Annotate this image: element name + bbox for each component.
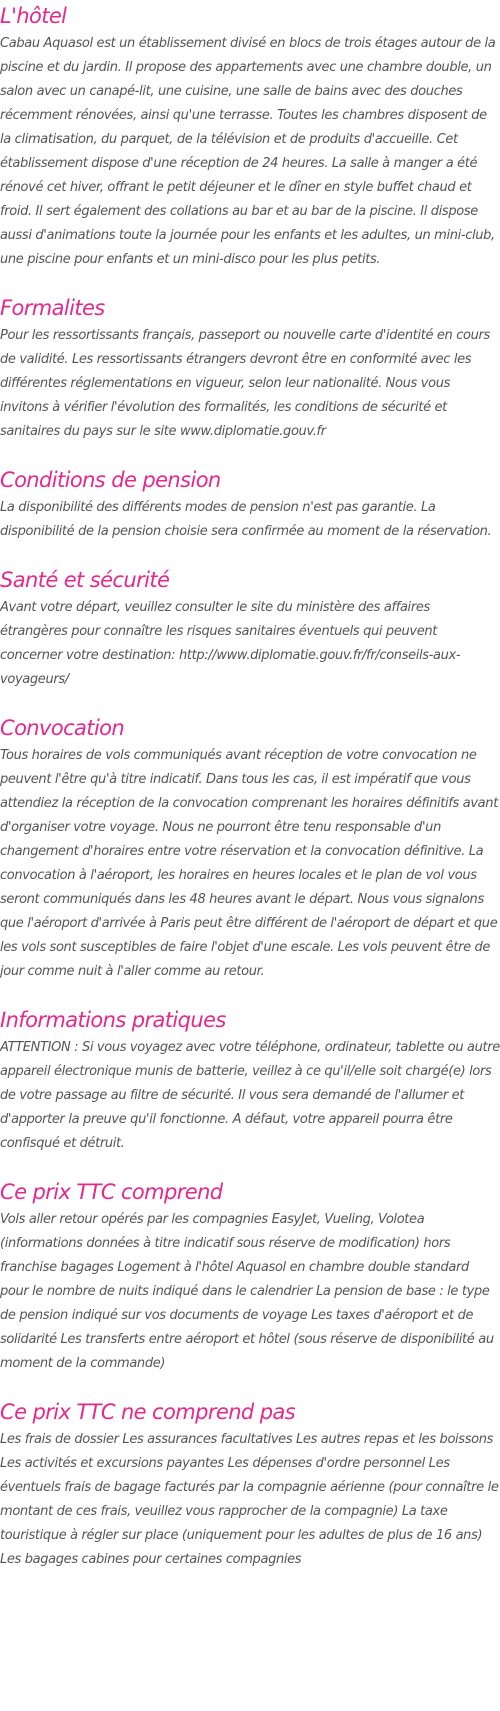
section-body-conditions-pension: La disponibilité des différents modes de pension n'est pas garantie. La disponibilité de la pension choisie sera confirmée au moment de la réservation. xyxy=(0,500,492,539)
section-prix-comprend xyxy=(0,1176,500,1376)
section-convocation xyxy=(0,712,500,984)
section-title-convocation: Convocation xyxy=(0,716,125,740)
section-title-formalites: Formalites xyxy=(0,296,105,320)
section-body-sante-securite: Avant votre départ, veuillez consulter le site du ministère des affaires étrangères pour connaître les risques sanitaires éventuels qui peuvent concerner votre destination: http://www.diplomatie.gouv.fr/fr/conseils-aux-voyageurs/ xyxy=(0,600,461,687)
section-informations-pratiques xyxy=(0,1004,500,1156)
section-body-informations-pratiques: ATTENTION : Si vous voyagez avec votre téléphone, ordinateur, tablette ou autre appareil électronique munis de batterie, veillez à ce qu'il/elle soit chargé(e) lors de votre passage au filtre de sécurité. Il vous sera demandé de l'allumer et d'apporter la preuve qu'il fonctionne. A défaut, votre appareil pourra être confisqué et détruit. xyxy=(0,1040,500,1151)
section-body-prix-ne-comprend-pas: Les frais de dossier Les assurances facultatives Les autres repas et les boissons Les activités et excursions payantes Les dépenses d'ordre personnel Les éventuels frais de bagage facturés par la compagnie aérienne (pour connaître le montant de ces frais, veuillez vous rapprocher de la compagnie) La taxe touristique à régler sur place (uniquement pour les adultes de plus de 16 ans) Les bagages cabines pour certaines compagnies xyxy=(0,1432,499,1567)
section-formalites xyxy=(0,292,500,444)
section-title-prix-ne-comprend-pas: Ce prix TTC ne comprend pas xyxy=(0,1400,296,1424)
section-sante-securite xyxy=(0,564,500,692)
section-body-prix-comprend: Vols aller retour opérés par les compagnies EasyJet, Vueling, Volotea (informations données à titre indicatif sous réserve de modification) hors franchise bagages Logement à l'hôtel Aquasol en chambre double standard pour le nombre de nuits indiqué dans le calendrier La pension de base : le type de pension indiqué sur vos documents de voyage Les taxes d'aéroport et de solidarité Les transferts entre aéroport et hôtel (sous réserve de disponibilité au moment de la commande) xyxy=(0,1212,494,1371)
section-hotel xyxy=(0,0,500,272)
section-title-hotel: L'hôtel xyxy=(0,4,67,28)
section-title-conditions-pension: Conditions de pension xyxy=(0,468,221,492)
section-title-informations-pratiques: Informations pratiques xyxy=(0,1008,226,1032)
section-body-convocation: Tous horaires de vols communiqués avant réception de votre convocation ne peuvent l'être qu'à titre indicatif. Dans tous les cas, il est impératif que vous attendiez la réception de la convocation comprenant les horaires définitifs avant d'organiser votre voyage. Nous ne pourront être tenu responsable d'un changement d'horaires entre votre réservation et la convocation définitive. La convocation à l'aéroport, les horaires en heures locales et le plan de vol vous seront communiqués dans les 48 heures avant le départ. Nous vous signalons que l'aéroport d'arrivée à Paris peut être différent de l'aéroport de départ et que les vols sont susceptibles de faire l'objet d'une escale. Les vols peuvent être de jour comme nuit à l'aller comme au retour. xyxy=(0,748,498,979)
section-title-sante-securite: Santé et sécurité xyxy=(0,568,170,592)
section-prix-ne-comprend-pas xyxy=(0,1396,500,1572)
section-conditions-pension xyxy=(0,464,500,544)
section-body-hotel: Cabau Aquasol est un établissement divisé en blocs de trois étages autour de la piscine et du jardin. Il propose des appartements avec une chambre double, un salon avec un canapé-lit, une cuisine, une salle de bains avec des douches récemment rénovées, ainsi qu'une terrasse. Toutes les chambres disposent de la climatisation, du parquet, de la télévision et de produits d'accueille. Cet établissement dispose d'une réception de 24 heures. La salle à manger a été rénové cet hiver, offrant le petit déjeuner et le dîner en style buffet chaud et froid. Il sert également des collations au bar et au bar de la piscine. Il dispose aussi d'animations toute la journée pour les enfants et les adultes, un mini-club, une piscine pour enfants et un mini-disco pour les plus petits. xyxy=(0,36,496,267)
section-body-formalites: Pour les ressortissants français, passeport ou nouvelle carte d'identité en cours de validité. Les ressortissants étrangers devront être en conformité avec les différentes réglementations en vigueur, selon leur nationalité. Nous vous invitons à vérifier l'évolution des formalités, les conditions de sécurité et sanitaires du pays sur le site www.diplomatie.gouv.fr xyxy=(0,328,490,439)
section-title-prix-comprend: Ce prix TTC comprend xyxy=(0,1180,223,1204)
